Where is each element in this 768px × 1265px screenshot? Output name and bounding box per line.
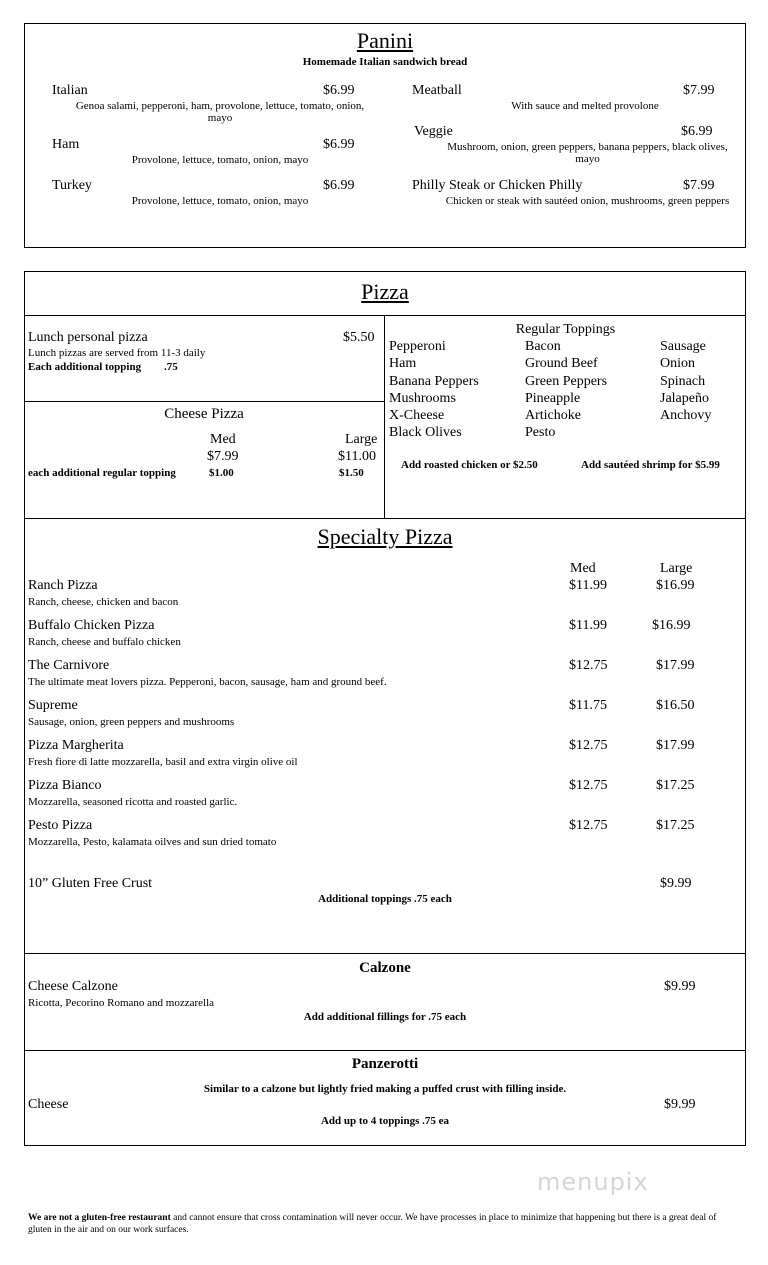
cheese-topping-med: $1.00	[209, 467, 234, 479]
specialty-item-med: $12.75	[569, 658, 608, 673]
specialty-item-med: $11.99	[569, 578, 607, 593]
topping-item: Green Peppers	[525, 374, 608, 389]
specialty-item-med: $12.75	[569, 778, 608, 793]
specialty-item-med: $12.75	[569, 738, 608, 753]
calzone-title: Calzone	[359, 960, 411, 976]
panzerotti-item-name: Cheese	[28, 1097, 69, 1112]
divider	[384, 315, 385, 518]
specialty-item-name: Buffalo Chicken Pizza	[28, 618, 155, 633]
cheese-large-label: Large	[345, 432, 378, 447]
cheese-med-price: $7.99	[207, 449, 239, 464]
topping-item: Pineapple	[525, 391, 581, 406]
panini-subtitle: Homemade Italian sandwich bread	[302, 56, 468, 68]
panini-item-desc: Provolone, lettuce, tomato, onion, mayo	[131, 195, 309, 207]
topping-item: Onion	[660, 356, 695, 371]
gluten-disclaimer	[28, 1212, 740, 1236]
panzerotti-desc: Similar to a calzone but lightly fried making a puffed crust with filling inside.	[203, 1083, 567, 1095]
divider	[24, 953, 746, 954]
specialty-item-name: Pizza Margherita	[28, 738, 124, 753]
calzone-item-price: $9.99	[664, 979, 696, 994]
topping-item: Sausage	[660, 339, 706, 354]
topping-item: Artichoke	[525, 408, 581, 423]
specialty-item-name: Pizza Bianco	[28, 778, 102, 793]
lunch-pizza-name: Lunch personal pizza	[28, 330, 148, 345]
specialty-item-large: $17.99	[656, 738, 695, 753]
topping-item: Spinach	[660, 374, 706, 389]
specialty-item-large: $17.25	[656, 818, 695, 833]
cheese-topping-label: each additional regular topping	[28, 467, 176, 479]
specialty-large-label: Large	[660, 561, 693, 576]
cheese-med-label: Med	[210, 432, 236, 447]
topping-item: Banana Peppers	[389, 374, 479, 389]
panini-item-price: $6.99	[681, 124, 713, 139]
specialty-item-name: The Carnivore	[28, 658, 110, 673]
specialty-item-desc: Mozzarella, seasoned ricotta and roasted garlic.	[28, 796, 238, 808]
topping-item: Ham	[389, 356, 417, 371]
watermark-logo: menupix	[537, 1168, 649, 1196]
cheese-pizza-title: Cheese Pizza	[164, 406, 244, 422]
panini-item-price: $7.99	[683, 178, 715, 193]
specialty-med-label: Med	[570, 561, 596, 576]
panini-item-price: $6.99	[323, 83, 355, 98]
topping-item: Jalapeño	[660, 391, 709, 406]
topping-item: Pesto	[525, 425, 556, 440]
topping-item: Black Olives	[389, 425, 462, 440]
specialty-item-med: $11.75	[569, 698, 607, 713]
toppings-title: Regular Toppings	[515, 322, 616, 337]
panini-title: Panini	[356, 28, 414, 53]
panzerotti-note: Add up to 4 toppings .75 ea	[320, 1115, 450, 1127]
panini-item-name: Veggie	[414, 124, 453, 139]
divider	[24, 1050, 746, 1051]
topping-item: X-Cheese	[389, 408, 445, 423]
topping-item: Pepperoni	[389, 339, 446, 354]
lunch-pizza-price: $5.50	[343, 330, 375, 345]
specialty-item-med: $11.99	[569, 618, 607, 633]
specialty-item-name: Pesto Pizza	[28, 818, 93, 833]
specialty-item-large: $16.99	[652, 618, 691, 633]
specialty-item-large: $16.99	[656, 578, 695, 593]
lunch-topping-price: .75	[164, 361, 178, 373]
topping-item: Bacon	[525, 339, 561, 354]
topping-item: Anchovy	[660, 408, 712, 423]
add-chicken: Add roasted chicken or $2.50	[401, 459, 538, 471]
divider	[24, 401, 384, 402]
specialty-item-desc: The ultimate meat lovers pizza. Pepperoni, bacon, sausage, ham and ground beef.	[28, 676, 387, 688]
calzone-item-name: Cheese Calzone	[28, 979, 118, 994]
panini-item-name: Meatball	[412, 83, 462, 98]
panini-item-desc: Provolone, lettuce, tomato, onion, mayo	[131, 154, 309, 166]
panini-item-desc: Genoa salami, pepperoni, ham, provolone, lettuce, tomato, onion, mayo	[75, 100, 365, 124]
cheese-topping-large: $1.50	[339, 467, 364, 479]
add-shrimp: Add sautéed shrimp for $5.99	[581, 459, 720, 471]
panini-item-name: Turkey	[52, 178, 92, 193]
specialty-item-name: Ranch Pizza	[28, 578, 98, 593]
disclaimer-bold: We are not a gluten-free restaurant	[28, 1213, 171, 1223]
specialty-item-desc: Sausage, onion, green peppers and mushrooms	[28, 716, 235, 728]
specialty-item-large: $16.50	[656, 698, 695, 713]
panini-item-desc: With sauce and melted provolone	[511, 100, 659, 112]
divider	[24, 518, 746, 519]
gluten-free-note: Additional toppings .75 each	[318, 893, 452, 905]
lunch-pizza-note: Lunch pizzas are served from 11-3 daily	[28, 347, 206, 359]
panini-item-price: $6.99	[323, 178, 355, 193]
panini-item-name: Italian	[52, 83, 88, 98]
specialty-item-desc: Ranch, cheese and buffalo chicken	[28, 636, 181, 648]
calzone-note: Add additional fillings for .75 each	[303, 1011, 467, 1023]
panini-item-desc: Mushroom, onion, green peppers, banana peppers, black olives, mayo	[447, 141, 728, 165]
panzerotti-item-price: $9.99	[664, 1097, 696, 1112]
gluten-free-name: 10” Gluten Free Crust	[28, 876, 153, 891]
specialty-item-name: Supreme	[28, 698, 78, 713]
specialty-item-desc: Ranch, cheese, chicken and bacon	[28, 596, 179, 608]
specialty-item-large: $17.25	[656, 778, 695, 793]
panini-item-name: Philly Steak or Chicken Philly	[412, 178, 583, 193]
specialty-item-med: $12.75	[569, 818, 608, 833]
calzone-item-desc: Ricotta, Pecorino Romano and mozzarella	[28, 997, 215, 1009]
divider	[24, 315, 746, 316]
specialty-item-desc: Mozzarella, Pesto, kalamata oilves and sun dried tomato	[28, 836, 277, 848]
panini-item-price: $7.99	[683, 83, 715, 98]
cheese-large-price: $11.00	[338, 449, 376, 464]
topping-item: Ground Beef	[525, 356, 598, 371]
panini-item-name: Ham	[52, 137, 80, 152]
specialty-title: Specialty Pizza	[317, 524, 453, 549]
specialty-item-desc: Fresh fiore di latte mozzarella, basil and extra virgin olive oil	[28, 756, 298, 768]
lunch-topping-label: Each additional topping	[28, 361, 142, 373]
panini-item-desc: Chicken or steak with sautéed onion, mushrooms, green peppers	[445, 195, 730, 207]
specialty-item-large: $17.99	[656, 658, 695, 673]
gluten-free-price: $9.99	[660, 876, 692, 891]
panini-item-price: $6.99	[323, 137, 355, 152]
topping-item: Mushrooms	[389, 391, 456, 406]
disclaimer-text: and cannot ensure that cross contamination will never occur. We have processes in place to minimize that happening but there is a great deal of gluten in the air and on our work surfaces.	[28, 1213, 717, 1235]
pizza-title: Pizza	[361, 279, 409, 304]
panzerotti-title: Panzerotti	[351, 1056, 419, 1072]
